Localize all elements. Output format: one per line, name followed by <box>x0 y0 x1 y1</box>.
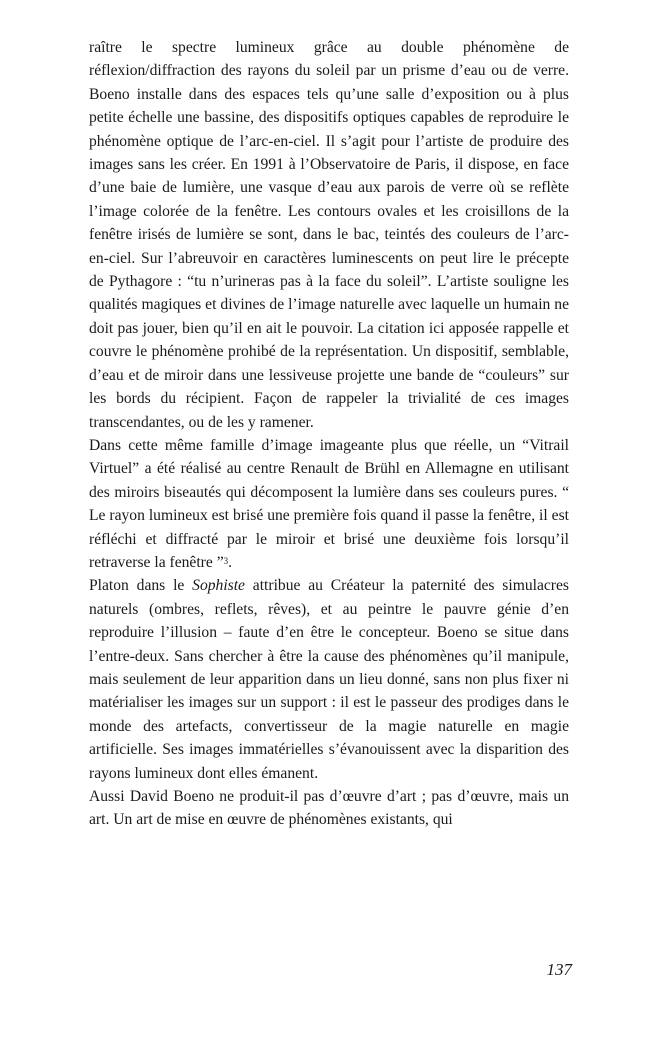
paragraph-2-text: Dans cette même famille d’image imageante plus que réelle, un “Vitrail Virtuel” a été réalisé au centre Renault de Brühl en Allemagne en utilisant des miroirs biseautés qui décomposent la lumière dans ses couleurs pures. “ Le rayon lumineux est brisé une première fois quand il passe la fenêtre, il est réfléchi et diffracté par le miroir et brisé une deuxième fois lorsqu’il retraverse la fenêtre ” <box>89 436 569 571</box>
footnote-marker: 3 <box>223 555 229 566</box>
paragraph-4: Aussi David Boeno ne produit-il pas d’œuvre d’art ; pas d’œuvre, mais un art. Un art de mise en œuvre de phénomènes existants, qui <box>89 788 569 829</box>
paragraph-3-text-end: attribue au Créateur la paternité des simulacres naturels (ombres, reflets, rêves), et au peintre le pauvre génie d’en reproduire l’illusion – faute d’en être le concepteur. Boeno se situe dans l’entre-deux. Sans chercher à être la cause des phénomènes qu’il manipule, mais seulement de leur apparition dans un lieu donné, sans non plus fixer ni matérialiser les images sur un support : il est le passeur des prodiges dans le monde des artefacts, convertisseur de la magie naturelle en magie artificielle. Ses images immatérielles s’évanouissent avec la disparition des rayons lumineux dont elles émanent. <box>89 577 569 782</box>
book-title-sophiste: Sophiste <box>192 577 245 595</box>
page-number: 137 <box>546 960 572 979</box>
page-body <box>89 36 569 832</box>
paragraph-2-end: . <box>228 553 233 571</box>
paragraph-2 <box>89 434 569 574</box>
paragraph-3 <box>89 574 569 785</box>
paragraph-3-text-start: Platon dans le <box>89 577 193 595</box>
paragraph-1: raître le spectre lumineux grâce au double phénomène de réflexion/diffraction des rayons du soleil par un prisme d’eau ou de verre. Boeno installe dans des espaces tels qu’une salle d’exposition ou à plus petite échelle une bassine, des dispositifs optiques capables de reproduire le phénomène optique de l’arc-en-ciel. Il s’agit pour l’artiste de produire des images sans les créer. En 1991 à l’Observatoire de Paris, il dispose, en face d’une baie de lumière, une vasque d’eau aux parois de verre où se reflète l’image colorée de la fenêtre. Les contours ovales et les croisillons de la fenêtre irisés de lumière se sont, dans le bac, teintés des couleurs de l’arc-en-ciel. Sur l’abreuvoir en caractères luminescents on peut lire le précepte de Pythagore : “tu n’urineras pas à la face du soleil”. L’artiste souligne les qualités magiques et divines de l’image naturelle avec laquelle un humain ne doit pas jouer, bien qu’il en ait le pouvoir. La citation ici apposée rappelle et couvre le phénomène prohibé de la représentation. Un dispositif, semblable, d’eau et de miroir dans une lessiveuse projette une bande de “couleurs” sur les bords du récipient. Façon de rappeler la trivialité de ces images transcendantes, ou de les y ramener. <box>89 39 569 431</box>
